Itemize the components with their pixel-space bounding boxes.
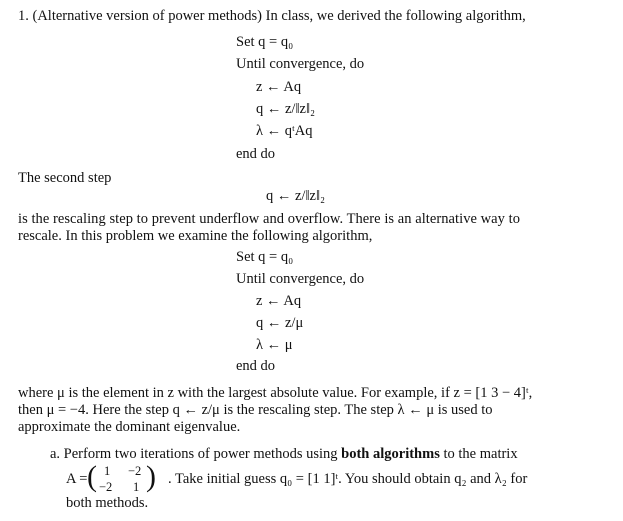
alg2-end: end do (236, 358, 276, 374)
alg2-until: Until convergence, do (236, 271, 365, 287)
problem-intro: 1. (Alternative version of power methods) In class, we derived the following algorithm, (18, 8, 526, 24)
matrix-cell: 1 (104, 464, 111, 478)
where-line-2: then μ = −4. Here the step q ← z/μ is the rescaling step. The step λ ← μ is used to (18, 402, 493, 418)
alg1-step3: λ ← qᵗAq (256, 123, 313, 139)
matrix-label: A = (66, 471, 88, 487)
where-line-3: approximate the dominant eigenvalue. (18, 419, 241, 435)
alg1-end: end do (236, 146, 276, 162)
matrix-a (87, 462, 157, 494)
second-step-label: The second step (18, 170, 112, 186)
alg1-set: Set q = q₀ (236, 34, 294, 50)
rescale-line-2: rescale. In this problem we examine the following algorithm, (18, 228, 373, 244)
part-a-line-2: . Take initial guess q₀ = [1 1]ᵗ. You should obtain q₂ and λ₂ for (168, 471, 528, 487)
part-a-line-1 (50, 445, 518, 463)
part-a-line-3: both methods. (66, 495, 149, 511)
rescale-line-1: is the rescaling step to prevent underflow and overflow. There is an alternative way to (18, 211, 521, 227)
part-a-suffix: to the matrix (443, 446, 518, 462)
part-a-bold: both algorithms (341, 446, 440, 462)
part-a-prefix: a. Perform two iterations of power methods using (50, 446, 338, 462)
alg2-step1: z ← Aq (256, 293, 302, 309)
where-line-1: where μ is the element in z with the largest absolute value. For example, if z = [1 3 − 4]ᵗ, (18, 385, 533, 401)
matrix-left-paren: ( (87, 460, 97, 493)
alg1-until: Until convergence, do (236, 56, 365, 72)
alg2-step2: q ← z/μ (256, 315, 304, 331)
alg2-set: Set q = q₀ (236, 249, 294, 265)
matrix-right-paren: ) (146, 460, 156, 493)
matrix-cell: −2 (99, 480, 113, 494)
alg1-step2: q ← z/‖z‖₂ (256, 101, 316, 117)
alg2-step3: λ ← μ (256, 337, 293, 353)
second-step-formula: q ← z/‖z‖₂ (266, 188, 326, 204)
matrix-cell: −2 (128, 464, 142, 478)
alg1-step1: z ← Aq (256, 79, 302, 95)
matrix-cell: 1 (133, 480, 140, 494)
